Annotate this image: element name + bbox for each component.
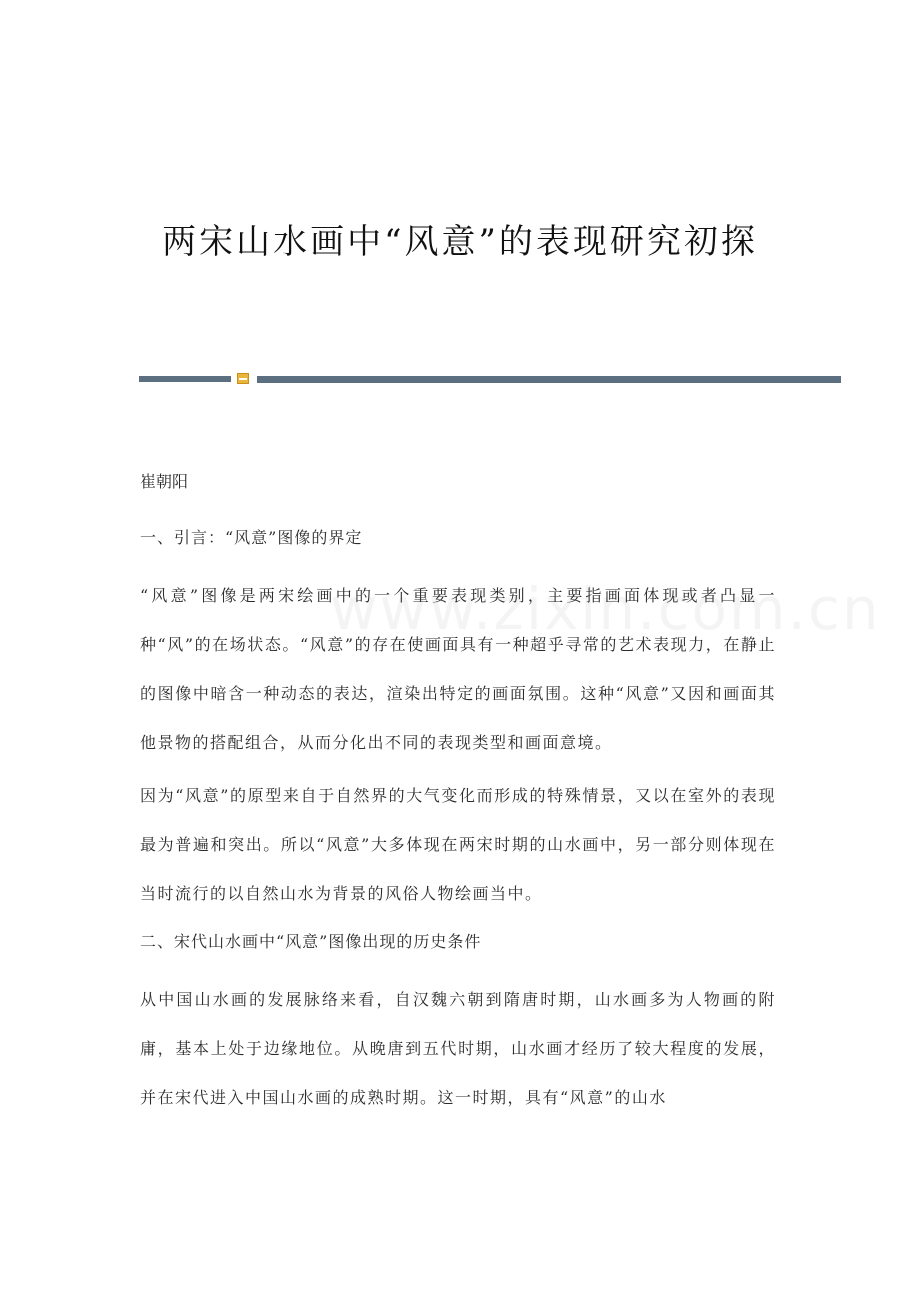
section-1-paragraph-1: “风意”图像是两宋绘画中的一个重要表现类别，主要指画面体现或者凸显一种“风”的在场状态。“风意”的存在使画面具有一种超乎寻常的艺术表现力，在静止的图像中暗含一种动态的表达，渲染出特定的画面氛围。这种“风意”又因和画面其他景物的搭配组合，从而分化出不同的表现类型和画面意境。 <box>140 586 776 752</box>
page-title: 两宋山水画中“风意”的表现研究初探 <box>162 222 758 262</box>
divider-mark-icon <box>237 373 249 384</box>
section-2-paragraph-1: 从中国山水画的发展脉络来看，自汉魏六朝到隋唐时期，山水画多为人物画的附庸，基本上处于边缘地位。从晚唐到五代时期，山水画才经历了较大程度的发展，并在宋代进入中国山水画的成熟时期。这一时期，具有“风意”的山水 <box>140 990 776 1107</box>
divider-bar-left <box>139 376 231 382</box>
section-heading-2: 二、宋代山水画中“风意”图像出现的历史条件 <box>140 932 482 951</box>
document-body <box>140 462 776 1126</box>
section-heading-1: 一、引言：“风意”图像的界定 <box>140 528 363 547</box>
author-name: 崔朝阳 <box>140 472 189 491</box>
section-1-paragraph-2: 因为“风意”的原型来自于自然界的大气变化而形成的特殊情景，又以在室外的表现最为普遍和突出。所以“风意”大多体现在两宋时期的山水画中，另一部分则体现在当时流行的以自然山水为背景的风俗人物绘画当中。 <box>140 786 776 903</box>
title-divider <box>139 371 841 385</box>
divider-bar-right <box>257 376 841 383</box>
